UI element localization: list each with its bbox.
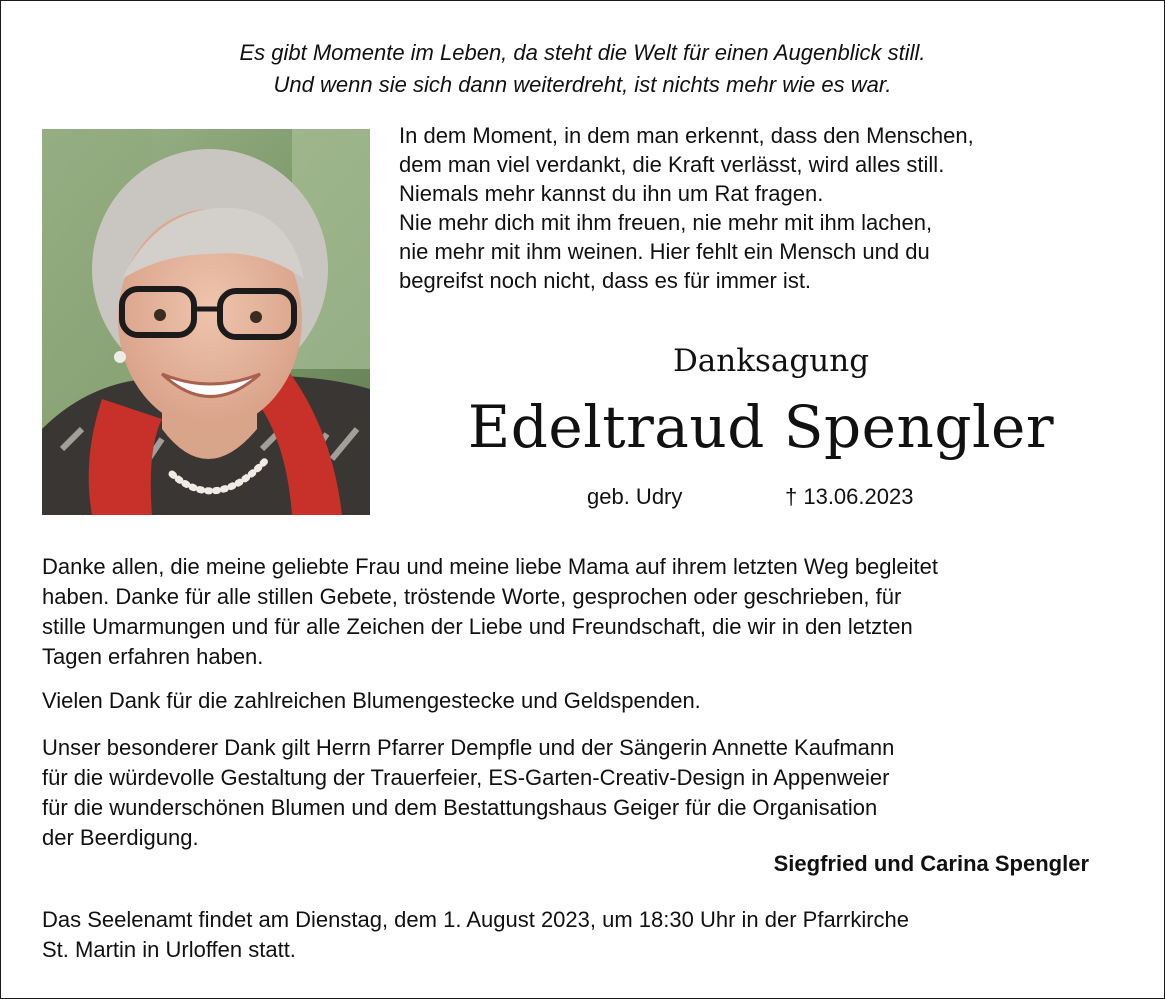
text-line: der Beerdigung. [42, 825, 199, 850]
flowers-paragraph [42, 686, 701, 716]
text-line: Tagen erfahren haben. [42, 644, 264, 669]
text-line: Unser besonderer Dank gilt Herrn Pfarrer Dempfle und der Sängerin Annette Kaufmann [42, 735, 895, 760]
motto-line-1: Es gibt Momente im Leben, da steht die Welt für einen Augenblick still. [239, 40, 926, 65]
poem-text [399, 121, 974, 295]
text-line: haben. Danke für alle stillen Gebete, tröstende Worte, gesprochen oder geschrieben, für [42, 584, 902, 609]
portrait-photo [42, 129, 370, 515]
text-line: Das Seelenamt findet am Dienstag, dem 1. August 2023, um 18:30 Uhr in der Pfarrkirche [42, 907, 910, 932]
death-date: † 13.06.2023 [785, 484, 914, 509]
motto-line-2: Und wenn sie sich dann weiterdreht, ist nichts mehr wie es war. [273, 72, 892, 97]
poem-line: nie mehr mit ihm weinen. Hier fehlt ein Mensch und du [399, 239, 930, 264]
service-paragraph [42, 905, 909, 965]
thanks-paragraph [42, 552, 938, 672]
poem-line: Nie mehr dich mit ihm freuen, nie mehr mit ihm lachen, [399, 210, 933, 235]
text-line: Danke allen, die meine geliebte Frau und meine liebe Mama auf ihrem letzten Weg begleitet [42, 554, 938, 579]
text-line: für die wunderschönen Blumen und dem Bestattungshaus Geiger für die Organisation [42, 795, 878, 820]
poem-line: In dem Moment, in dem man erkennt, dass den Menschen, [399, 123, 974, 148]
motto-quote [1, 37, 1164, 101]
text-line: für die würdevolle Gestaltung der Trauerfeier, ES-Garten-Creativ-Design in Appenweier [42, 765, 890, 790]
signature: Siegfried und Carina Spengler [773, 851, 1089, 876]
poem-line: Niemals mehr kannst du ihn um Rat fragen. [399, 181, 824, 206]
deceased-name: Edeltraud Spengler [467, 393, 1055, 461]
text-line: St. Martin in Urloffen statt. [42, 937, 296, 962]
text-line: Vielen Dank für die zahlreichen Blumengestecke und Geldspenden. [42, 688, 701, 713]
poem-line: begreifst noch nicht, dass es für immer ist. [399, 268, 812, 293]
special-thanks-paragraph [42, 733, 894, 853]
poem-line: dem man viel verdankt, die Kraft verlässt, wird alles still. [399, 152, 945, 177]
text-line: stille Umarmungen und für alle Zeichen der Liebe und Freundschaft, die wir in den letzten [42, 614, 913, 639]
heading-danksagung: Danksagung [672, 343, 870, 379]
birth-name: geb. Udry [587, 484, 683, 509]
